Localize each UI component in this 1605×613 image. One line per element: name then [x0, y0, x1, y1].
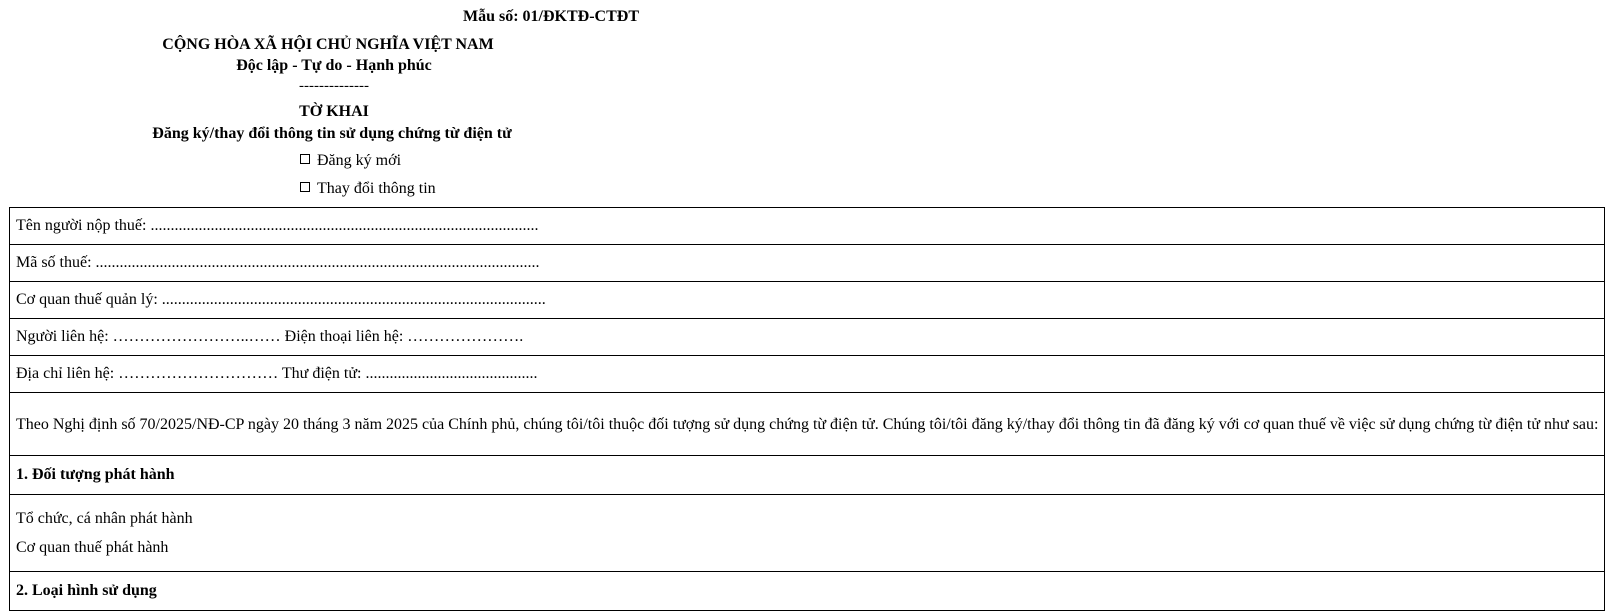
option-register-new[interactable] — [300, 152, 401, 170]
table-row — [10, 495, 1605, 572]
tax-code-field[interactable]: Mã số thuế: ............................................................................................................... — [10, 245, 1605, 282]
contact-address-email-field[interactable]: Địa chỉ liên hệ: ………………………… Thư điện tử: ........................................... — [10, 356, 1605, 393]
option-change-info-label: Thay đổi thông tin — [317, 180, 436, 197]
table-row — [10, 456, 1605, 495]
tax-authority-field[interactable]: Cơ quan thuế quản lý: ................................................................................................ — [10, 282, 1605, 319]
table-row — [10, 245, 1605, 282]
table-row — [10, 572, 1605, 611]
checkbox-register-new[interactable] — [300, 154, 310, 164]
option-change-info[interactable] — [300, 180, 436, 198]
document-title: TỜ KHAI — [299, 103, 369, 120]
table-row — [10, 319, 1605, 356]
country-name: CỘNG HÒA XÃ HỘI CHỦ NGHĨA VIỆT NAM — [162, 36, 494, 53]
issuer-option-organization[interactable]: Tổ chức, cá nhân phát hành — [16, 510, 193, 527]
national-motto: Độc lập - Tự do - Hạnh phúc — [236, 57, 432, 74]
issuer-option-tax-authority[interactable]: Cơ quan thuế phát hành — [16, 539, 169, 556]
declaration-paragraph: Theo Nghị định số 70/2025/NĐ-CP ngày 20 tháng 3 năm 2025 của Chính phủ, chúng tôi/tôi thuộc đối tượng sử dụng chứng từ điện tử. Chúng tôi/tôi đăng ký/thay đổi thông tin đã đăng ký với cơ quan thuế về việc sử dụng chứng từ điện tử như sau: — [10, 393, 1605, 456]
table-row — [10, 356, 1605, 393]
header-divider: -------------- — [299, 78, 369, 94]
contact-person-phone-field[interactable]: Người liên hệ: ……………………..…… Điện thoại liên hệ: …………………. — [10, 319, 1605, 356]
checkbox-change-info[interactable] — [300, 182, 310, 192]
table-row — [10, 282, 1605, 319]
table-row — [10, 393, 1605, 456]
table-row — [10, 208, 1605, 245]
document-subtitle: Đăng ký/thay đổi thông tin sử dụng chứng từ điện tử — [152, 125, 512, 142]
taxpayer-name-field[interactable]: Tên người nộp thuế: ................................................................................................. — [10, 208, 1605, 245]
section1-items — [10, 495, 1605, 572]
form-code: Mẫu số: 01/ĐKTĐ-CTĐT — [462, 8, 639, 25]
declaration-form-table — [9, 207, 1605, 611]
section2-heading: 2. Loại hình sử dụng — [10, 572, 1605, 611]
section1-heading: 1. Đối tượng phát hành — [10, 456, 1605, 495]
option-register-new-label: Đăng ký mới — [317, 152, 402, 169]
